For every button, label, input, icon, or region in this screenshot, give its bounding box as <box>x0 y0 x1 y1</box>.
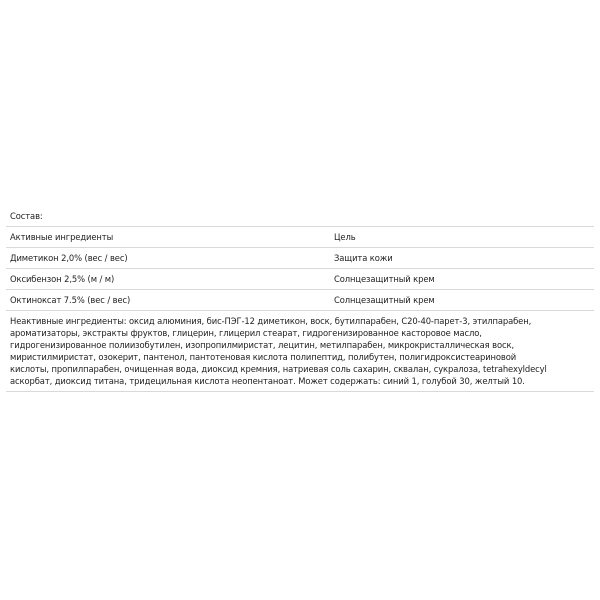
inactive-ingredients-line: аскорбат, диоксид титана, тридецильная кислота неопентаноат. Может содержать: синий 1, голубой 30, желтый 10. <box>10 376 525 386</box>
inactive-ingredients-line: ароматизаторы, экстракты фруктов, глицерин, глицерил стеарат, гидрогенизированное касторовое масло, <box>10 328 482 338</box>
inactive-ingredients <box>6 310 594 392</box>
table-row <box>6 247 594 268</box>
table-row <box>6 268 594 289</box>
ingredient-purpose: Солнцезащитный крем <box>334 274 435 284</box>
table-header-row <box>6 226 594 247</box>
composition-caption: Состав: <box>10 210 43 221</box>
header-active-ingredients: Активные ингредиенты <box>10 232 114 242</box>
ingredients-table <box>6 205 594 392</box>
inactive-ingredients-line: кислоты, пропилпарабен, очищенная вода, диоксид кремния, натриевая соль сахарин, сквалан, сукралоза, tetrahexyldecyl <box>10 364 547 374</box>
active-ingredient: Диметикон 2,0% (вес / вес) <box>10 253 128 263</box>
active-ingredient: Октиноксат 7.5% (вес / вес) <box>10 295 131 305</box>
ingredient-purpose: Солнцезащитный крем <box>334 295 435 305</box>
inactive-ingredients-line: миристилмиристат, озокерит, пантенол, пантотеновая кислота полипептид, полибутен, полигидроксистеариновой <box>10 352 517 362</box>
composition-caption-row <box>6 205 594 226</box>
header-purpose: Цель <box>334 232 356 242</box>
ingredient-purpose: Защита кожи <box>334 253 393 263</box>
inactive-ingredients-line: гидрогенизированное полиизобутилен, изопропилмиристат, лецитин, метилпарабен, микрокристаллическая воск, <box>10 340 515 350</box>
inactive-ingredients-line: Неактивные ингредиенты: оксид алюминия, бис-ПЭГ-12 диметикон, воск, бутилпарабен, C20-40-парет-3, этилпарабен, <box>10 316 532 326</box>
table-row <box>6 289 594 310</box>
active-ingredient: Оксибензон 2,5% (м / м) <box>10 274 115 284</box>
